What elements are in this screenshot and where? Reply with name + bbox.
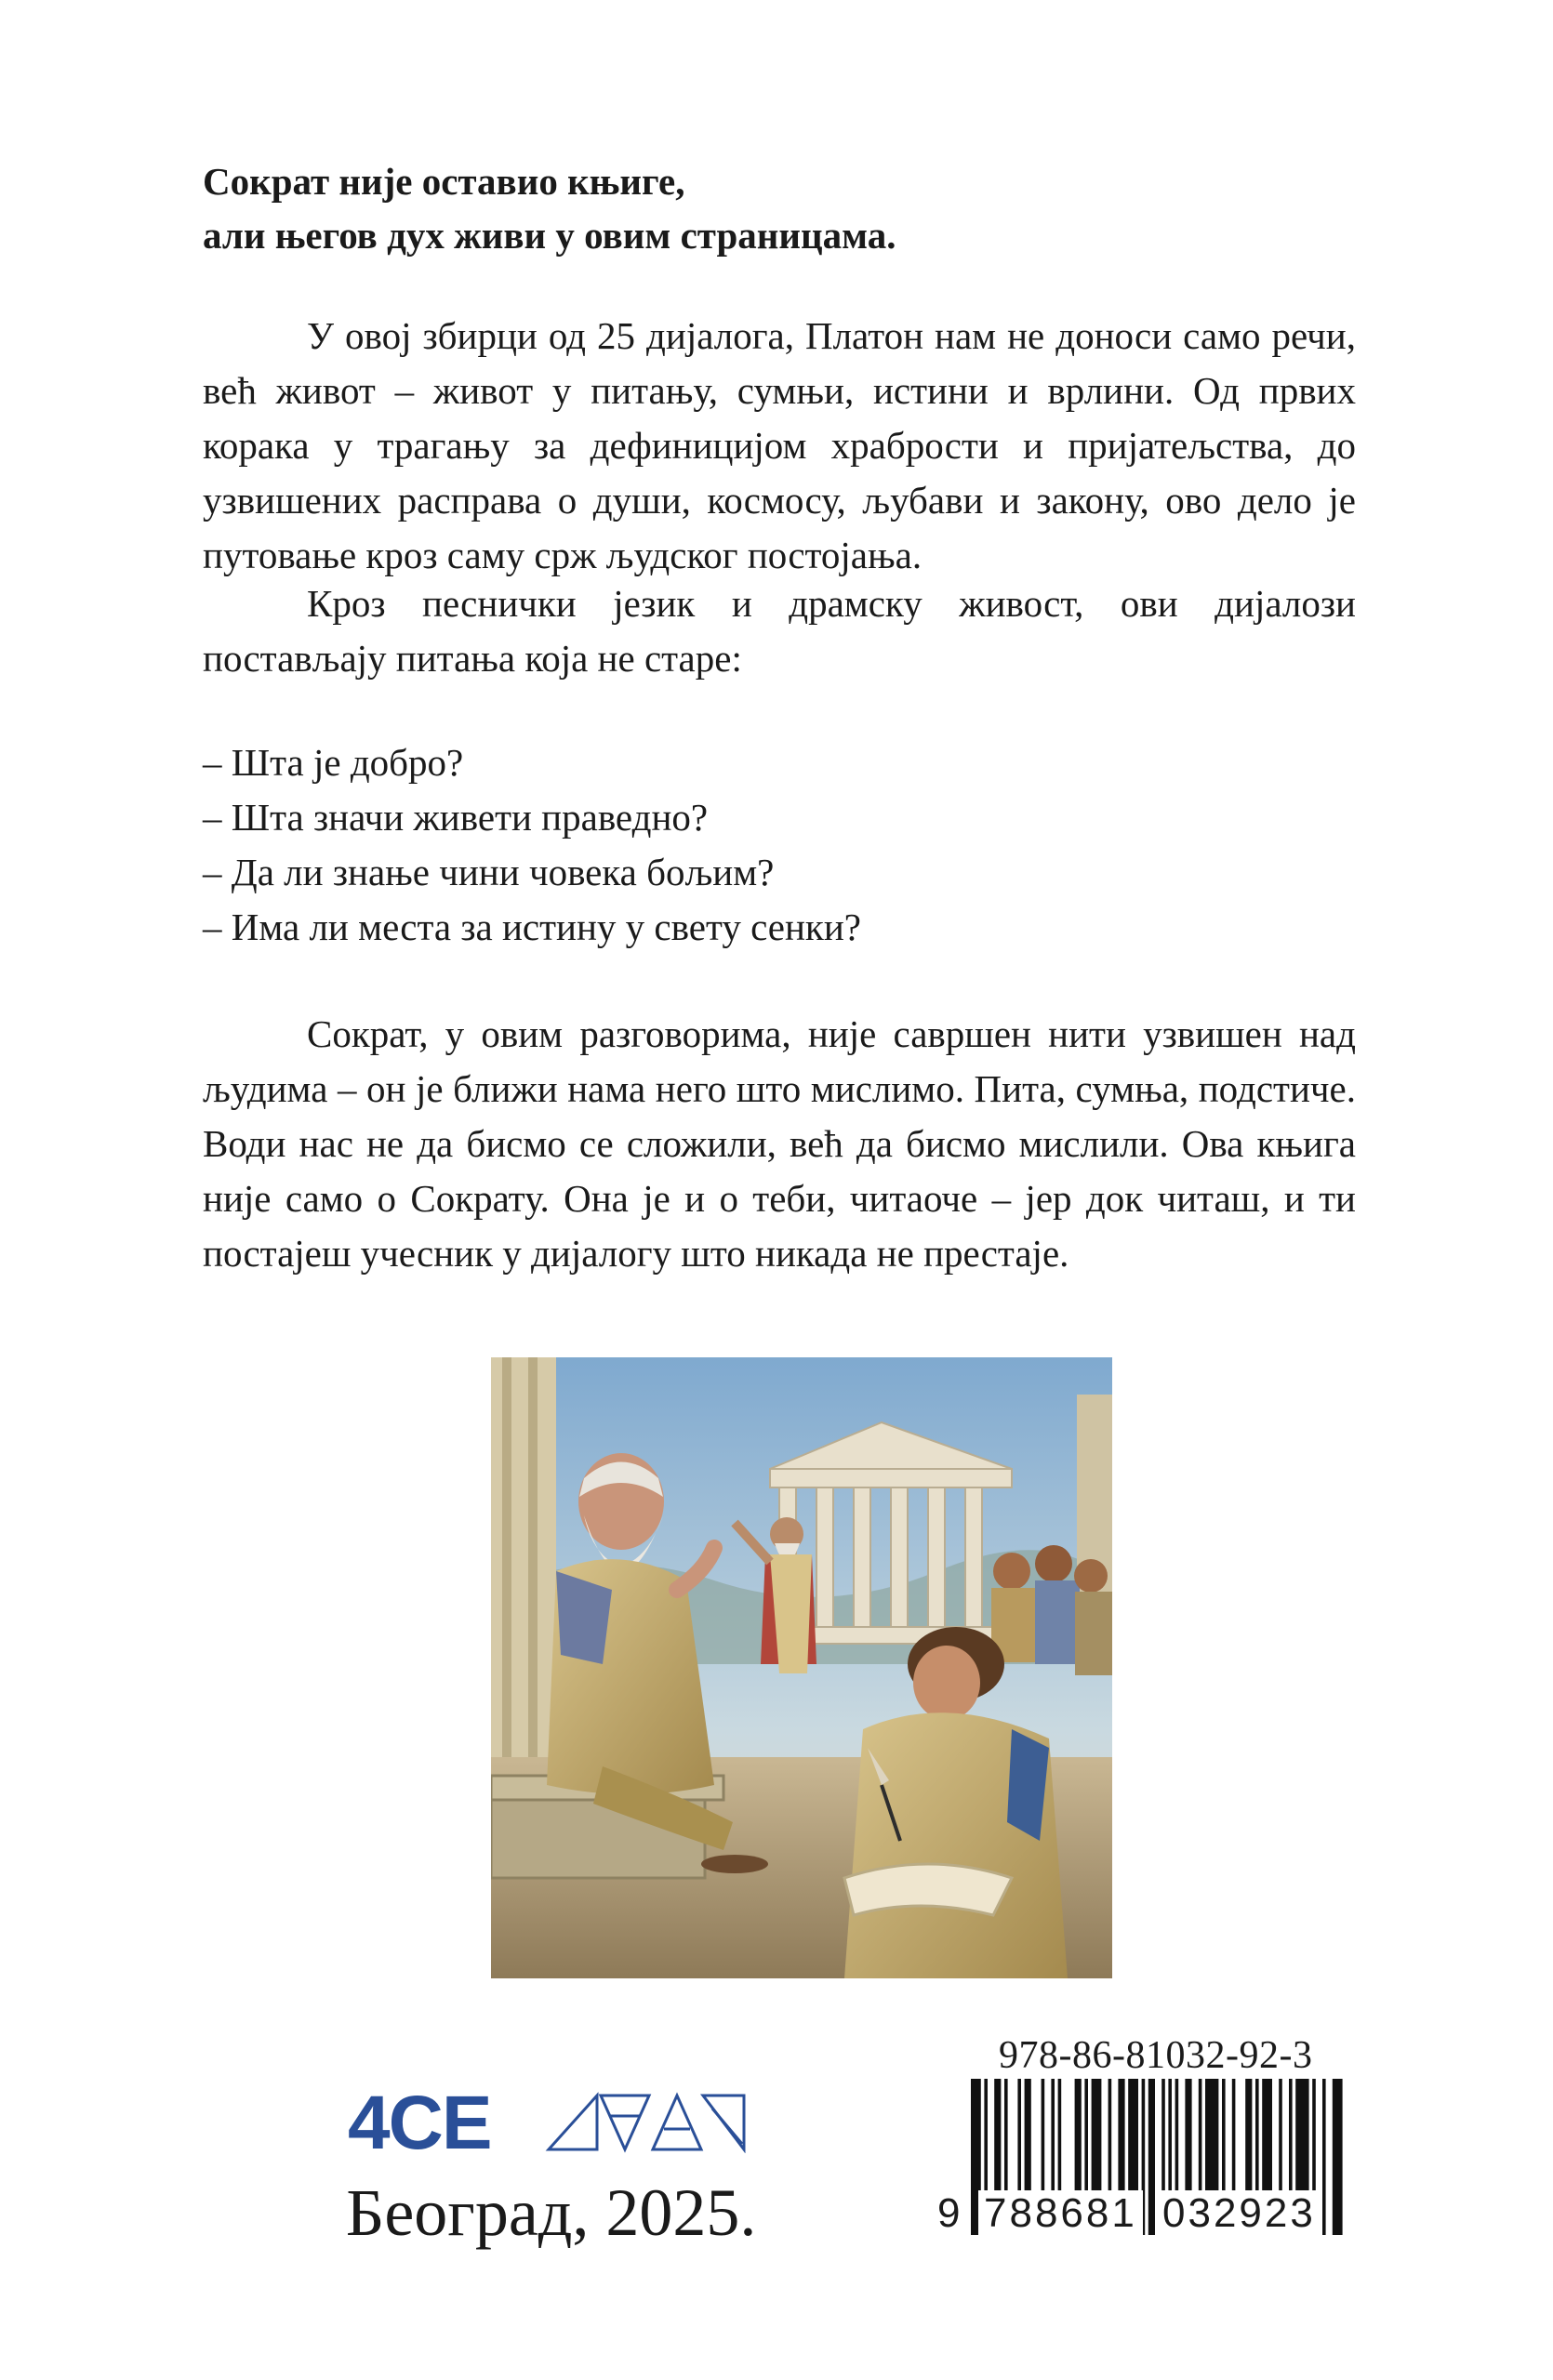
publisher-logo (348, 2081, 748, 2165)
closing-text: Сократ, у овим разговорима, није савршен нити узвишен над људима – он је ближи нама него што мислимо. Пита, сумња, подстиче. Води нас не да бисмо се сложили, већ да бисмо мислили. Ова књига није само о Сократу. Она је и о теби, читаоче – јер док читаш, и ти постајеш учесник у дијалогу што никада не престаје. (203, 1012, 1356, 1275)
lead-text: Кроз песнички језик и драмску живост, ови дијалози постављају питања која не старе: (203, 582, 1356, 680)
intro-text: У овој збирци од 25 дијалога, Платон нам не доноси само речи, већ живот – живот у питању, сумњи, истини и врлини. Од првих корака у трагању за дефиницијом храбрости и пријатељства, до узвишених расправа о души, космосу, љубави и закону, ово дело је путовање кроз саму срж људског постојања. (203, 314, 1356, 576)
question-item: – Шта је добро? (203, 741, 464, 784)
heading-line-1: Сократ није оставио књиге, (203, 160, 685, 203)
barcode-digit-first: 9 (937, 2190, 961, 2236)
isbn-number: 978-86-81032-92-3 (999, 2034, 1313, 2077)
question-item: – Шта значи живети праведно? (203, 796, 709, 839)
question-item: – Има ли места за истину у свету сенки? (203, 906, 861, 948)
barcode-digits (934, 2188, 1343, 2239)
intro-paragraph (203, 309, 1356, 583)
barcode-digits-left: 788681 (978, 2190, 1143, 2237)
question-item: – Да ли знање чини човека бољим? (203, 851, 775, 893)
publisher-logo-text: 4CE (348, 2081, 491, 2165)
barcode-digits-right: 032923 (1157, 2190, 1321, 2237)
publication-place-year: Београд, 2025. (346, 2175, 757, 2250)
publisher-triangles-icon (545, 2092, 746, 2153)
cover-heading (203, 154, 1356, 262)
socrates-illustration (491, 1357, 1112, 1978)
heading-line-2: али његов дух живи у овим страницама. (203, 214, 896, 257)
lead-paragraph (203, 576, 1356, 686)
question-list (203, 735, 1356, 955)
closing-paragraph (203, 1007, 1356, 1281)
